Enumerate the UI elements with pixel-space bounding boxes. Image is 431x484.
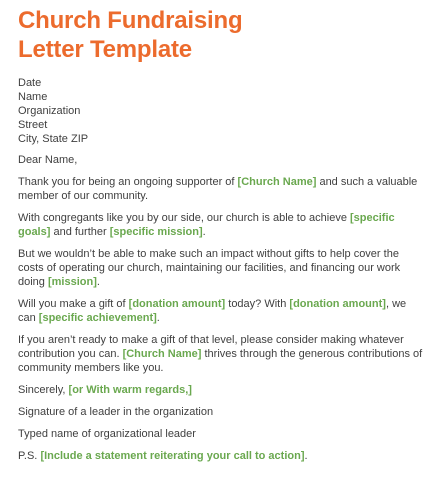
text: . [156,312,160,324]
text: . [202,226,206,238]
text: Will you make a gift of [18,298,129,310]
paragraph-alternative [18,333,423,375]
address-name: Name [18,91,48,103]
text: But we wouldn’t be able to make such an impact without gifts to help cover the costs of operating our church, maintaining our facilities, and financing our work doing [18,248,401,288]
placeholder-donation-amount: [donation amount] [289,298,386,310]
placeholder-specific-achievement: [specific achievement] [38,312,157,324]
address-block [18,76,423,146]
typed-name: Typed name of organizational leader [18,428,196,440]
text: . [304,450,308,462]
placeholder-church-name: [Church Name] [237,176,317,188]
paragraph-support [18,175,423,203]
placeholder-specific-goals: [specific goals] [18,212,395,238]
address-date: Date [18,77,42,89]
paragraph-costs [18,247,423,289]
paragraph-ask [18,297,423,325]
text: With congregants like you by our side, our church is able to achieve [18,212,351,224]
page-title [18,6,423,64]
text: and such a valuable member of our community. [18,176,418,202]
placeholder-donation-amount: [donation amount] [128,298,226,310]
title-line-1: Church Fundraising [18,7,243,34]
placeholder-church-name: [Church Name] [122,348,202,360]
title-line-2: Letter Template [18,36,192,63]
letter-template [18,6,423,471]
text: today? With [225,298,290,310]
address-city: City, State ZIP [18,133,89,145]
placeholder-closing: [or With warm regards,] [68,384,192,396]
address-street: Street [18,119,48,131]
placeholder-call-to-action: [Include a statement reiterating your call to action] [40,450,305,462]
placeholder-mission: [mission] [47,276,97,288]
greeting: Dear Name, [18,154,78,166]
postscript [18,449,423,463]
paragraph-goals [18,211,423,239]
text: , we can [18,298,407,324]
text: P.S. [18,450,41,462]
text: . [96,276,100,288]
text: thrives through the generous contributions of community members like you. [18,348,423,374]
text: Thank you for being an ongoing supporter of [18,176,238,188]
placeholder-specific-mission: [specific mission] [109,226,203,238]
text: If you aren’t ready to make a gift of that level, please consider making whatever contribution you can. [18,334,404,360]
address-organization: Organization [18,105,81,117]
text: Sincerely, [18,384,69,396]
signature: Signature of a leader in the organization [18,406,214,418]
closing [18,383,423,397]
text: and further [50,226,110,238]
